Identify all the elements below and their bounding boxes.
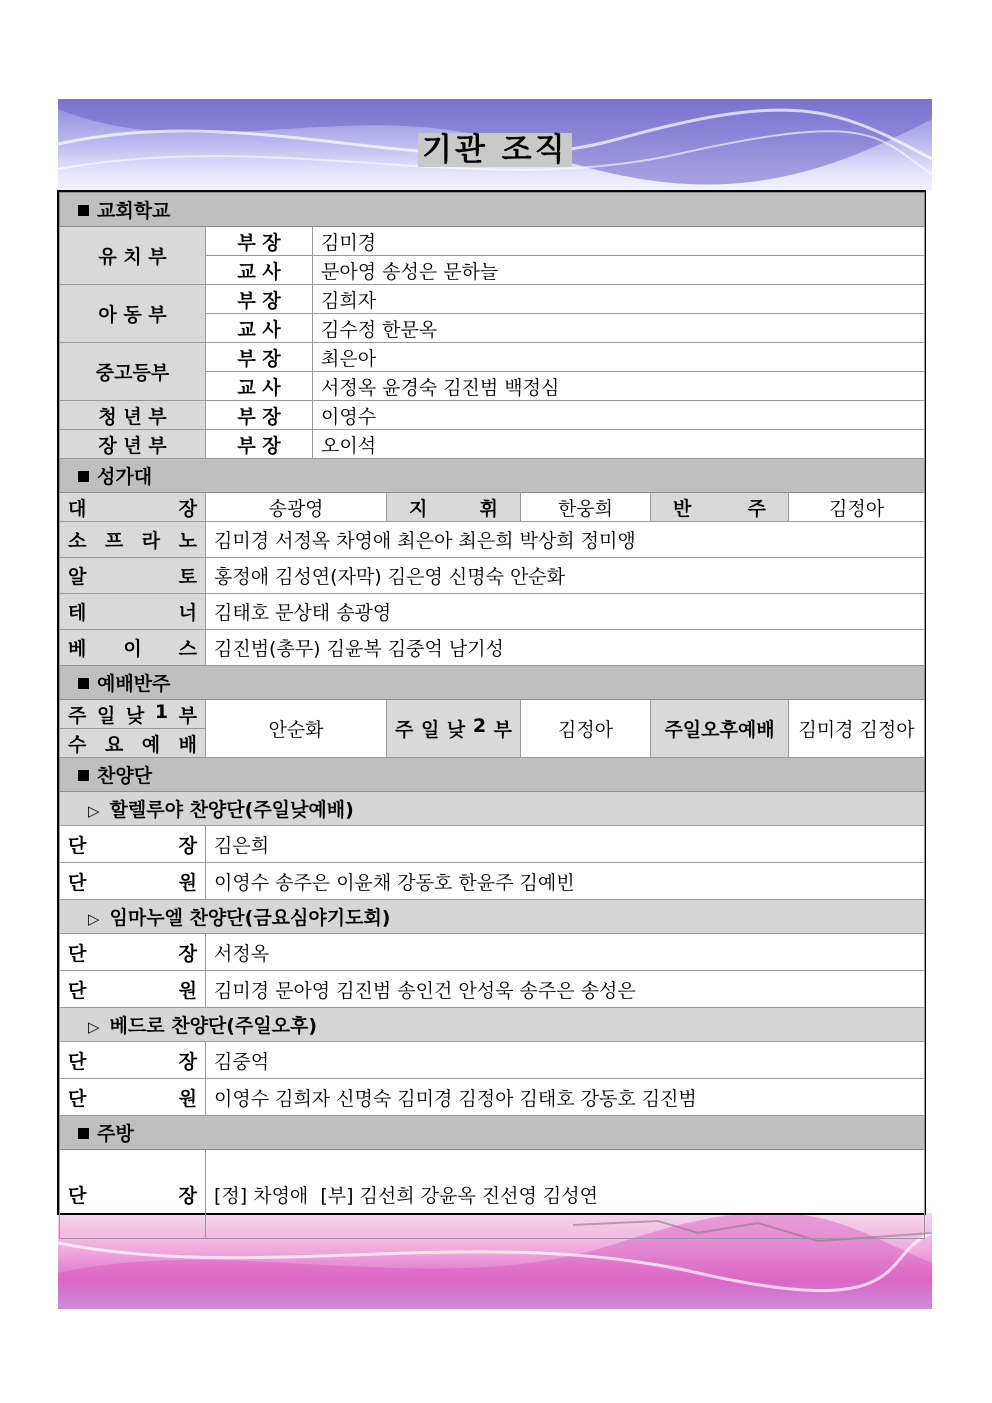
triangle-marker-icon: ▷ (88, 1018, 100, 1036)
section-choir: 성가대 (60, 459, 925, 493)
part-label: 테 너 (60, 594, 206, 630)
group-label: 유 치 부 (60, 227, 206, 285)
team-header: ▷ 할렐루야 찬양단(주일낮예배) (60, 792, 925, 826)
leader-label: 단 장 (60, 826, 206, 863)
table-row: 단 원 이영수 송주은 이윤채 강동호 한윤주 김예빈 (60, 863, 925, 900)
table-row: 단 장 서정옥 (60, 934, 925, 971)
table-row: 장 년 부 부 장 오이석 (60, 430, 925, 459)
service-label: 수 요 예 배 (60, 729, 206, 758)
group-label: 아 동 부 (60, 285, 206, 343)
square-bullet-icon (78, 1128, 89, 1139)
page-title: 기관 조직 (418, 133, 572, 167)
table-row: 소 프 라 노 김미경 서정옥 차영애 최은아 최은희 박상희 정미앵 (60, 522, 925, 558)
leader-label: 단 장 (60, 1042, 206, 1079)
part-label: 소 프 라 노 (60, 522, 206, 558)
kitchen-leader-label: 단 장 (60, 1150, 206, 1239)
table-row: 교 사 김수정 한문옥 (60, 314, 925, 343)
table-row: 알 토 홍정애 김성연(자막) 김은영 신명숙 안순화 (60, 558, 925, 594)
square-bullet-icon (78, 678, 89, 689)
table-row: 유 치 부 부 장 김미경 (60, 227, 925, 256)
table-row: 베 이 스 김진범(총무) 김윤복 김중억 남기성 (60, 630, 925, 666)
choir-accompanist-label: 반 주 (651, 493, 789, 522)
triangle-marker-icon: ▷ (88, 910, 100, 928)
section-kitchen: 주방 (60, 1116, 925, 1150)
part-label: 알 토 (60, 558, 206, 594)
table-row: 교 사 서정옥 윤경숙 김진범 백정심 (60, 372, 925, 401)
table-row: 단 장 김은희 (60, 826, 925, 863)
table-row: 중고등부 부 장 최은아 (60, 343, 925, 372)
choir-leader-label: 대 장 (60, 493, 206, 522)
section-church-school: 교회학교 (60, 193, 925, 227)
service-label: 주 일 낮 1 부 (60, 700, 206, 729)
triangle-marker-icon: ▷ (88, 802, 100, 820)
square-bullet-icon (78, 205, 89, 216)
member-label: 단 원 (60, 971, 206, 1008)
section-worship-accompaniment: 예배반주 (60, 666, 925, 700)
group-label: 청 년 부 (60, 401, 206, 430)
member-label: 단 원 (60, 1079, 206, 1116)
table-row: 단 원 이영수 김희자 신명숙 김미경 김정아 김태호 강동호 김진범 (60, 1079, 925, 1116)
square-bullet-icon (78, 770, 89, 781)
table-row: 대 장 송광영 지 휘 한웅희 반 주 김정아 (60, 493, 925, 522)
table-row: 테 너 김태호 문상태 송광영 (60, 594, 925, 630)
table-row: 청 년 부 부 장 이영수 (60, 401, 925, 430)
square-bullet-icon (78, 471, 89, 482)
table-row: 단 장 [정] 차영애 [부] 김선희 강윤옥 진선영 김성연 (60, 1150, 925, 1239)
table-row: 단 장 김중억 (60, 1042, 925, 1079)
service-label: 주 일 낮 2 부 (387, 700, 521, 758)
organization-document (57, 190, 926, 1215)
member-label: 단 원 (60, 863, 206, 900)
section-praise-team: 찬양단 (60, 758, 925, 792)
group-label: 중고등부 (60, 343, 206, 401)
part-label: 베 이 스 (60, 630, 206, 666)
service-label: 주일오후예배 (651, 700, 789, 758)
team-header: ▷ 베드로 찬양단(주일오후) (60, 1008, 925, 1042)
table-row: 주 일 낮 1 부 안순화 주 일 낮 2 부 김정아 주일오후예배 김미경 김정아 (60, 700, 925, 729)
group-label: 장 년 부 (60, 430, 206, 459)
table-row: 아 동 부 부 장 김희자 (60, 285, 925, 314)
choir-conductor-label: 지 휘 (387, 493, 521, 522)
team-header: ▷ 임마누엘 찬양단(금요심야기도회) (60, 900, 925, 934)
table-row: 단 원 김미경 문아영 김진범 송인건 안성욱 송주은 송성은 (60, 971, 925, 1008)
leader-label: 단 장 (60, 934, 206, 971)
table-row: 교 사 문아영 송성은 문하늘 (60, 256, 925, 285)
